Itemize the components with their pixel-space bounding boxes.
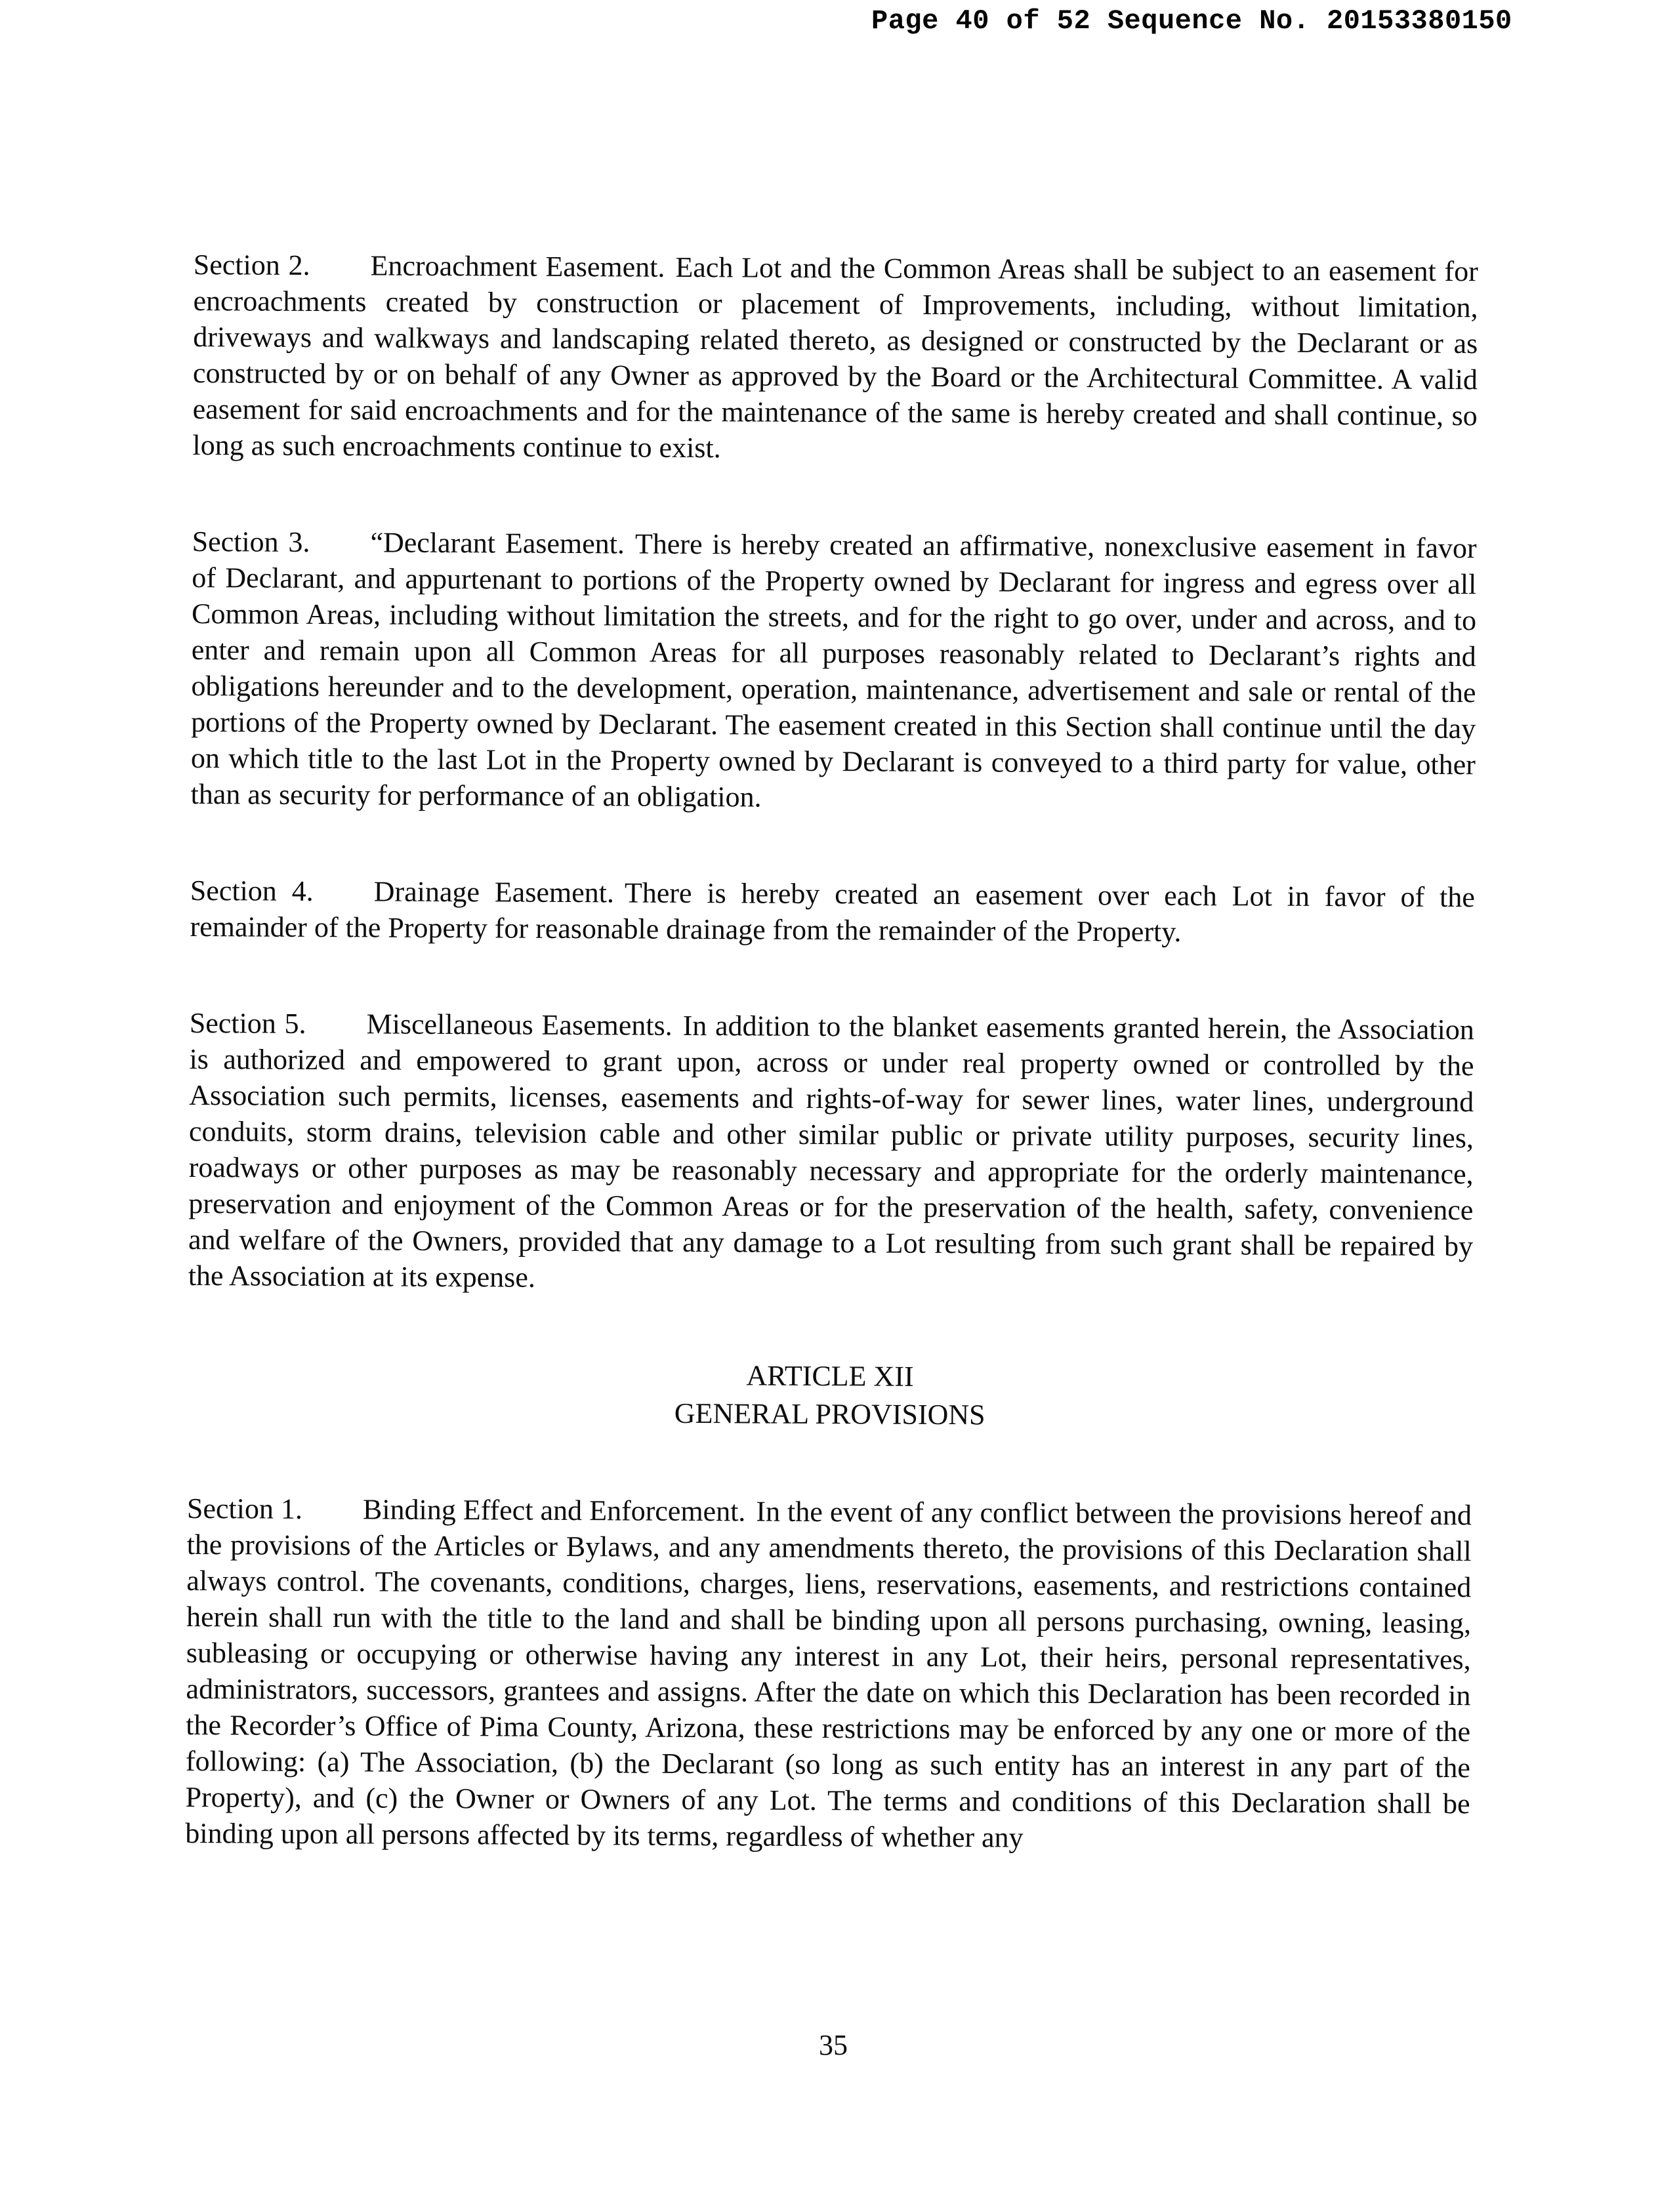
section-5-body: In addition to the blanket easements granted herein, the Association is authorized and empowered to grant upon, across or under real property owned or controlled by the Association such permits, licenses, easements and rights-of-way for sewer lines, water lines, underground conduits, storm drains, television cable and other similar public or private utility purposes, security lines, roadways or other purposes as may be reasonably necessary and appropriate for the orderly maintenance, preservation and enjoyment of the Common Areas or for the preservation of the health, safety, convenience and welfare of the Owners, provided that any damage to a Lot resulting from such grant shall be repaired by the Association at its expense. xyxy=(188,1009,1474,1294)
section-1-label: Section 1. xyxy=(186,1492,303,1525)
section-1-body: In the event of any conflict between the provisions hereof and the provisions of the Articles or Bylaws, and any amendments thereto, the provisions of this Declaration shall always control. The covenants, conditions, charges, liens, reservations, easements, and restrictions contained herein shall run with the title to the land and shall be binding upon all persons purchasing, owning, leasing, subleasing or occupying or otherwise having any interest in any Lot, their heirs, personal representatives, administrators, successors, grantees and assigns. After the date on which this Declaration has been recorded in the Recorder’s Office of Pima County, Arizona, these restrictions may be enforced by any one or more of the following: (a) The Association, (b) the Declarant (so long as such entity has an interest in any part of the Property), and (c) the Owner or Owners of any Lot. The terms and conditions of this Declaration shall be binding upon all persons affected by its terms, regardless of whether any xyxy=(185,1495,1472,1854)
section-5-title: Miscellaneous Easements. xyxy=(366,1008,673,1042)
section-2-paragraph xyxy=(192,247,1478,470)
section-1-title: Binding Effect and Enforcement. xyxy=(362,1493,746,1528)
section-5-paragraph xyxy=(188,1005,1474,1300)
article-xii-heading xyxy=(188,1354,1473,1437)
section-4-label: Section 4. xyxy=(190,874,314,907)
section-3-label: Section 3. xyxy=(192,525,310,558)
section-4-body: There is hereby created an easement over each Lot in favor of the remainder of the Property for reasonable drainage from the remainder of the Property. xyxy=(190,876,1475,948)
tab-spacer xyxy=(310,274,371,275)
section-2-label: Section 2. xyxy=(193,248,310,281)
section-4-title: Drainage Easement. xyxy=(373,875,615,909)
section-5-label: Section 5. xyxy=(189,1006,306,1040)
section-2-body: Each Lot and the Common Areas shall be subject to an easement for encroachments created by construction or placement of Improvements, including, without limitation, driveways and walkways and landscaping related thereto, as designed or constructed by the Declarant or as constructed by or on behalf of any Owner as approved by the Board or the Architectural Committee. A valid easement for said encroachments and for the maintenance of the same is hereby created and shall continue, so long as such encroachments continue to exist. xyxy=(192,251,1478,464)
section-3-body: There is hereby created an affirmative, nonexclusive easement in favor of Declarant, and appurtenant to portions of the Property owned by Declarant for ingress and egress over all Common Areas, including without limitation the streets, and for the right to go over, under and across, and to enter and remain upon all Common Areas for all purposes reasonably related to Declarant’s rights and obligations hereunder and to the development, operation, maintenance, advertisement and sale or rental of the portions of the Property owned by Declarant. The easement created in this Section shall continue until the day on which title to the last Lot in the Property owned by Declarant is conveyed to a third party for value, other than as security for performance of an obligation. xyxy=(190,527,1477,813)
document-text-block xyxy=(185,247,1478,1858)
tab-spacer xyxy=(310,551,370,552)
page-number: 35 xyxy=(819,2029,848,2061)
section-3-paragraph xyxy=(190,523,1476,819)
article-xii-section-1-paragraph xyxy=(185,1490,1472,1858)
tab-spacer xyxy=(314,900,374,901)
article-heading-line1: ARTICLE XII xyxy=(746,1359,914,1393)
section-4-paragraph xyxy=(190,872,1475,951)
article-heading-line2: GENERAL PROVISIONS xyxy=(674,1397,985,1431)
page-sequence-header: Page 40 of 52 Sequence No. 20153380150 xyxy=(871,5,1512,37)
section-2-title: Encroachment Easement. xyxy=(370,249,665,283)
section-3-title: “Declarant Easement. xyxy=(370,526,625,560)
tab-spacer xyxy=(302,1518,363,1519)
